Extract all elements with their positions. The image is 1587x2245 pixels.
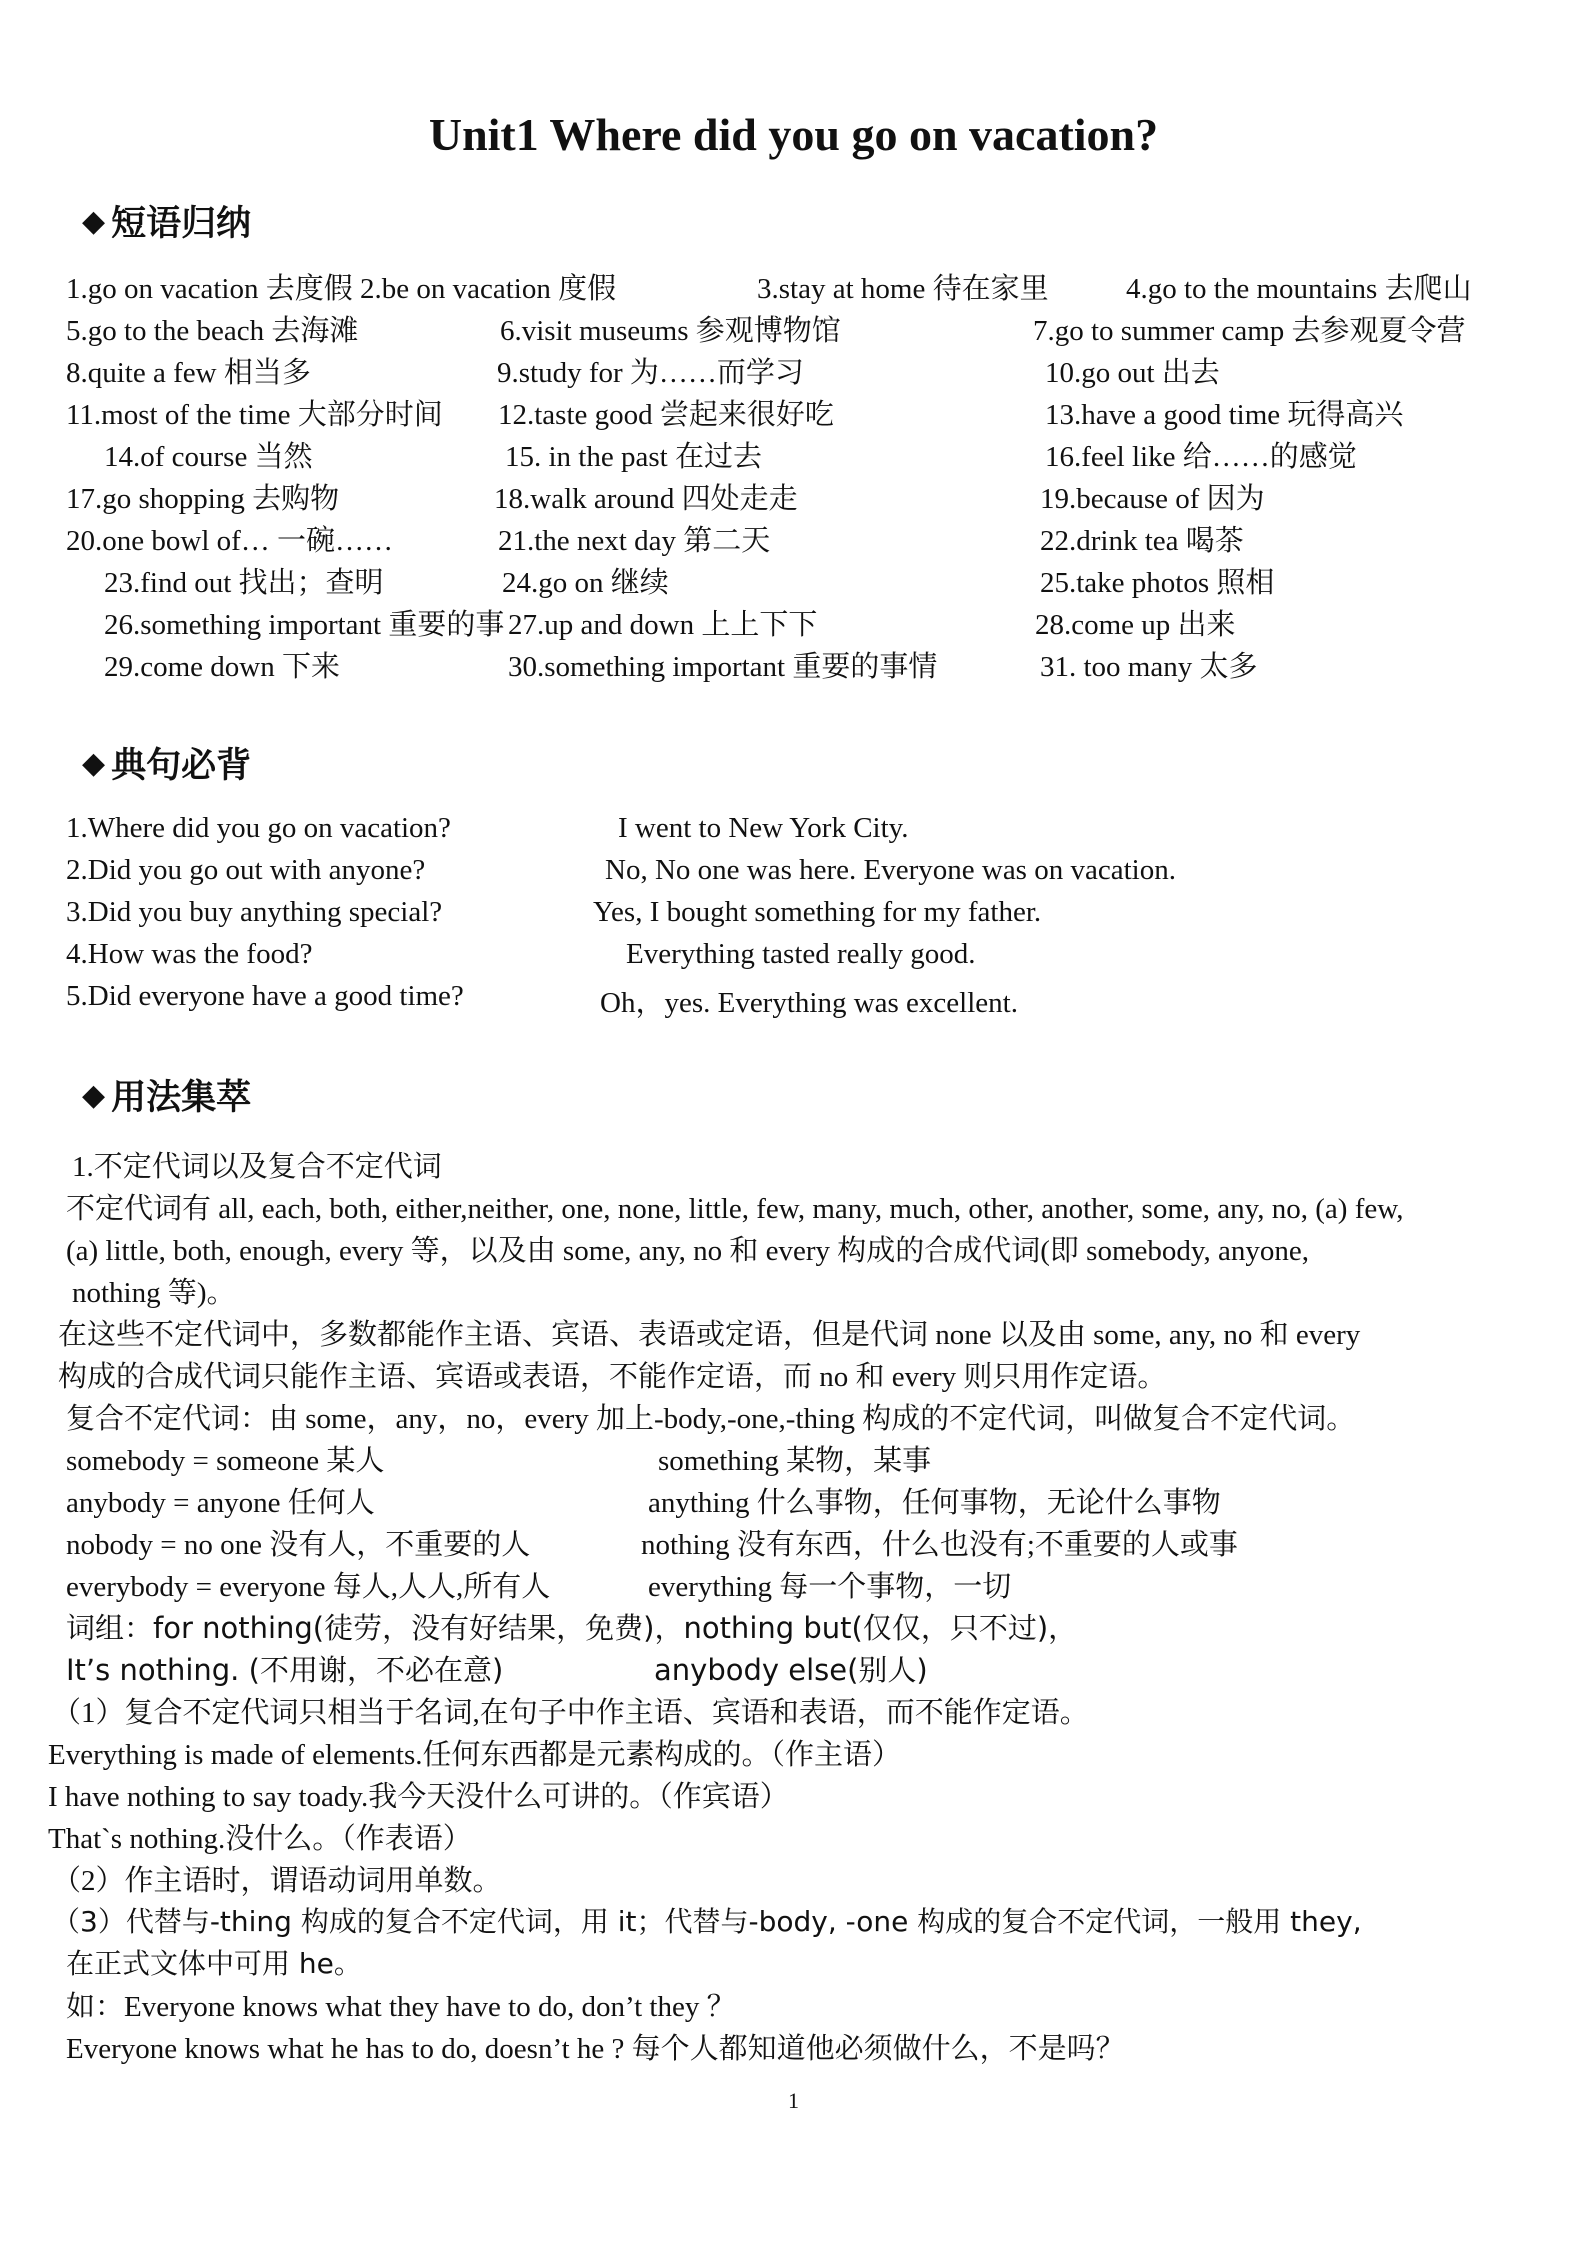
usage-text: 构成的合成代词只能作主语、宾语或表语，不能作定语，而 no 和 every 则只用作定语。 bbox=[58, 1361, 1167, 1393]
pronoun-pair-left: nobody = no one 没有人，不重要的人 bbox=[66, 1529, 531, 1561]
page-title: Unit1 Where did you go on vacation? bbox=[428, 109, 1159, 160]
phrase-item: 27.up and down 上上下下 bbox=[508, 609, 818, 641]
phrase-item: 17.go shopping 去购物 bbox=[66, 483, 340, 515]
usage-subheading: 1.不定代词以及复合不定代词 bbox=[72, 1151, 442, 1183]
phrase-item: 5.go to the beach 去海滩 bbox=[66, 315, 359, 347]
phrase-item: 19.because of 因为 bbox=[1040, 483, 1265, 515]
pronoun-pair-right: anything 什么事物，任何事物，无论什么事物 bbox=[648, 1487, 1221, 1519]
sentence-question: 4.How was the food? bbox=[66, 938, 313, 970]
usage-rule: （2）作主语时，谓语动词用单数。 bbox=[52, 1865, 502, 1897]
usage-rule: 在正式文体中可用 he。 bbox=[66, 1947, 362, 1980]
phrase-item: 10.go out 出去 bbox=[1045, 357, 1220, 389]
page-number: 1 bbox=[788, 2088, 799, 2113]
phrase-item: 13.have a good time 玩得高兴 bbox=[1045, 399, 1404, 431]
sentence-question: 1.Where did you go on vacation? bbox=[66, 812, 451, 844]
usage-phrases: 词组：for nothing(徒劳，没有好结果，免费)，nothing but(仅仅，只不过)， bbox=[66, 1611, 1078, 1645]
sentence-answer: Yes, I bought something for my father. bbox=[593, 896, 1042, 928]
phrase-item: 22.drink tea 喝茶 bbox=[1040, 525, 1244, 557]
phrase-item: 4.go to the mountains 去爬山 bbox=[1126, 273, 1472, 305]
usage-text: (a) little, both, enough, every 等，以及由 some, any, no 和 every 构成的合成代词(即 somebody, anyone, bbox=[66, 1235, 1310, 1267]
phrase-item: 8.quite a few 相当多 bbox=[66, 357, 311, 389]
usage-example: That`s nothing.没什么。（作表语） bbox=[48, 1823, 472, 1855]
phrase-item: 14.of course 当然 bbox=[104, 441, 313, 473]
phrase-item: 12.taste good 尝起来很好吃 bbox=[498, 399, 834, 431]
pronoun-pair-right: something 某物，某事 bbox=[658, 1445, 932, 1477]
phrase-item: 7.go to summer camp 去参观夏令营 bbox=[1033, 315, 1466, 347]
usage-phrases: anybody else(别人) bbox=[654, 1653, 928, 1687]
usage-example: Everything is made of elements.任何东西都是元素构成的。（作主语） bbox=[48, 1739, 901, 1771]
phrase-item: 15. in the past 在过去 bbox=[505, 441, 762, 473]
phrase-item: 28.come up 出来 bbox=[1035, 609, 1236, 641]
sentence-answer: Everything tasted really good. bbox=[626, 938, 976, 970]
phrase-item: 9.study for 为……而学习 bbox=[497, 357, 804, 389]
pronoun-pair-left: somebody = someone 某人 bbox=[66, 1445, 385, 1477]
sentence-answer: I went to New York City. bbox=[618, 812, 909, 844]
usage-example: I have nothing to say toady.我今天没什么可讲的。（作宾语） bbox=[48, 1781, 789, 1813]
section-heading-label: 典句必背 bbox=[111, 745, 252, 786]
section-heading-phrases bbox=[82, 196, 251, 246]
diamond-bullet-icon: ◆ bbox=[82, 1077, 106, 1113]
usage-rule: （1）复合不定代词只相当于名词,在句子中作主语、宾语和表语，而不能作定语。 bbox=[52, 1697, 1089, 1729]
phrase-item: 6.visit museums 参观博物馆 bbox=[500, 315, 841, 347]
phrase-item: 11.most of the time 大部分时间 bbox=[66, 399, 443, 431]
phrase-item: 24.go on 继续 bbox=[502, 567, 669, 599]
usage-text: 复合不定代词：由 some，any，no，every 加上-body,-one,-thing 构成的不定代词，叫做复合不定代词。 bbox=[66, 1403, 1356, 1435]
phrase-item: 21.the next day 第二天 bbox=[498, 525, 771, 557]
usage-example: 如：Everyone knows what they have to do, don’t they ？ bbox=[66, 1991, 736, 2023]
sentence-question: 3.Did you buy anything special? bbox=[66, 896, 443, 928]
sentence-question: 2.Did you go out with anyone? bbox=[66, 854, 426, 886]
diamond-bullet-icon: ◆ bbox=[82, 745, 106, 781]
diamond-bullet-icon: ◆ bbox=[82, 203, 106, 239]
section-heading-usage bbox=[82, 1070, 251, 1120]
section-heading-sentences bbox=[82, 738, 251, 788]
phrase-item: 30.something important 重要的事情 bbox=[508, 651, 938, 683]
usage-example: Everyone knows what he has to do, doesn’t he ? 每个人都知道他必须做什么，不是吗？ bbox=[66, 2033, 1125, 2065]
sentence-answer: No, No one was here. Everyone was on vacation. bbox=[605, 854, 1176, 886]
usage-text: 在这些不定代词中，多数都能作主语、宾语、表语或定语，但是代词 none 以及由 some, any, no 和 every bbox=[58, 1319, 1361, 1351]
pronoun-pair-left: anybody = anyone 任何人 bbox=[66, 1487, 375, 1519]
phrase-item: 26.something important 重要的事 bbox=[104, 609, 505, 641]
phrase-item: 18.walk around 四处走走 bbox=[494, 483, 798, 515]
pronoun-pair-right: nothing 没有东西，什么也没有;不重要的人或事 bbox=[641, 1529, 1238, 1561]
usage-text: nothing 等)。 bbox=[72, 1277, 236, 1309]
pronoun-pair-left: everybody = everyone 每人,人人,所有人 bbox=[66, 1571, 551, 1603]
usage-text: 不定代词有 all, each, both, either,neither, one, none, little, few, many, much, other, another, some, any, no, (a) few, bbox=[66, 1193, 1404, 1225]
section-heading-label: 短语归纳 bbox=[111, 203, 252, 244]
phrase-item: 29.come down 下来 bbox=[104, 651, 340, 683]
sentence-answer: Oh，yes. Everything was excellent. bbox=[600, 987, 1018, 1019]
phrase-item: 1.go on vacation 去度假 2.be on vacation 度假 bbox=[66, 273, 617, 305]
phrase-item: 25.take photos 照相 bbox=[1040, 567, 1275, 599]
usage-rule: （3）代替与-thing 构成的复合不定代词，用 it；代替与-body, -one 构成的复合不定代词，一般用 they, bbox=[52, 1905, 1362, 1938]
phrase-item: 31. too many 太多 bbox=[1040, 651, 1258, 683]
phrase-item: 23.find out 找出；查明 bbox=[104, 567, 384, 599]
phrase-item: 20.one bowl of… 一碗…… bbox=[66, 525, 394, 557]
phrase-item: 16.feel like 给……的感觉 bbox=[1045, 441, 1357, 473]
section-heading-label: 用法集萃 bbox=[111, 1077, 252, 1118]
sentence-question: 5.Did everyone have a good time? bbox=[66, 980, 464, 1012]
usage-phrases: It’s nothing. (不用谢，不必在意) bbox=[66, 1653, 504, 1687]
phrase-item: 3.stay at home 待在家里 bbox=[757, 273, 1049, 305]
pronoun-pair-right: everything 每一个事物，一切 bbox=[648, 1571, 1012, 1603]
